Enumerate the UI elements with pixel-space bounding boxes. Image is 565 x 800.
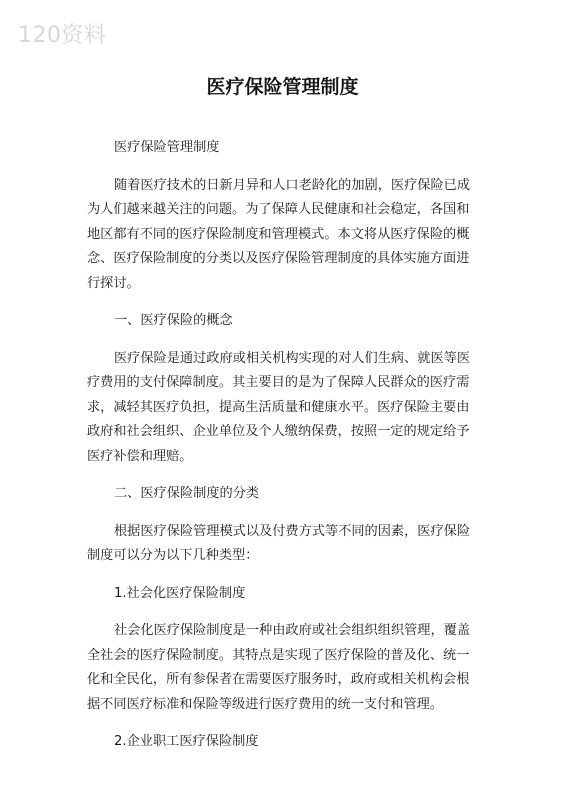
section-heading: 一、医疗保险的概念 [114, 313, 233, 328]
paragraph-line: 行探讨。 [87, 275, 140, 291]
paragraph-line: 据不同医疗标准和保险等级进行医疗费用的统一支付和管理。 [87, 696, 444, 712]
paragraph-line: 疗费用的支付保障制度。其主要目的是为了保障人民群众的医疗需 [87, 375, 470, 390]
paragraph [87, 174, 479, 297]
paragraph-line: 化和全民化，所有参保者在需要医疗服务时，政府或相关机构会根 [87, 672, 470, 687]
paragraph-line: 全社会的医疗保险制度。其特点是实现了医疗保险的普及化、统一 [87, 647, 470, 663]
paragraph-line: 医疗保险是通过政府或相关机构实现的对人们生病、就医等医 [114, 350, 471, 366]
paragraph [87, 619, 479, 717]
watermark-text: 120资料 [18, 23, 107, 48]
section-heading: 1.社会化医疗保险制度 [114, 585, 246, 601]
paragraph-line: 医疗补偿和理赔。 [87, 448, 193, 464]
paragraph [87, 520, 479, 569]
paragraph-line: 社会化医疗保险制度是一种由政府或社会组织组织管理，覆盖 [114, 623, 471, 638]
paragraph-line: 制度可以分为以下几种类型： [87, 548, 259, 563]
section-heading: 医疗保险管理制度 [114, 140, 220, 155]
document-title: 医疗保险管理制度 [206, 76, 359, 98]
paragraph-line: 根据医疗保险管理模式以及付费方式等不同的因素，医疗保险 [114, 523, 471, 539]
section-heading: 2.企业职工医疗保险制度 [114, 734, 259, 749]
section-heading: 二、医疗保险制度的分类 [114, 486, 260, 501]
paragraph-line: 念、医疗保险制度的分类以及医疗保险管理制度的具体实施方面进 [87, 251, 470, 266]
paragraph-line: 随着医疗技术的日新月异和人口老龄化的加剧，医疗保险已成 [114, 177, 471, 193]
paragraph-line: 为人们越来越关注的问题。为了保障人民健康和社会稳定，各国和 [87, 202, 470, 217]
document-body [87, 136, 479, 755]
paragraph-line: 地区都有不同的医疗保险制度和管理模式。本文将从医疗保险的概 [87, 226, 470, 242]
paragraph-line: 政府和社会组织、企业单位及个人缴纳保费，按照一定的规定给予 [87, 424, 470, 439]
paragraph-line: 求，减轻其医疗负担，提高生活质量和健康水平。医疗保险主要由 [87, 399, 470, 415]
paragraph [87, 347, 479, 470]
